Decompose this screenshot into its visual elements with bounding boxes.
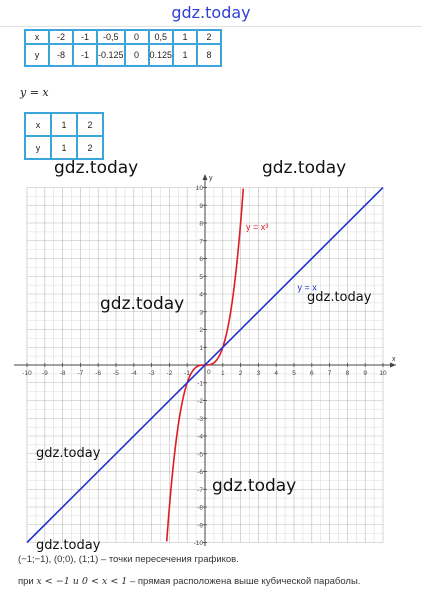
table-cell: -2 (49, 30, 73, 44)
y-tick-label: 1 (199, 344, 203, 352)
x-tick-label: 4 (274, 370, 279, 377)
watermark: gdz.today (54, 158, 139, 178)
y-tick-label: 3 (199, 309, 203, 317)
watermark: gdz.today (36, 446, 101, 461)
y-tick-label: 6 (199, 256, 203, 263)
y-tick-label: -5 (197, 451, 203, 459)
x-tick-label: -2 (166, 370, 173, 377)
linear-values-table (24, 112, 104, 160)
function-graph-chart (0, 160, 422, 546)
table-cell: x (25, 30, 49, 44)
table-row (25, 44, 221, 66)
y-tick-label: -8 (197, 504, 203, 512)
cubic-curve-label: y = x³ (245, 222, 269, 233)
y-axis-label: y (209, 175, 213, 182)
table-cell: 1 (51, 136, 77, 159)
x-tick-label: 3 (256, 370, 261, 377)
watermark: gdz.today (100, 294, 185, 314)
x-tick-label: 6 (309, 370, 314, 377)
x-tick-label: -3 (148, 370, 155, 377)
table-cell: 0 (125, 44, 149, 66)
watermark: gdz.today (262, 158, 347, 178)
x-tick-label: 9 (363, 370, 368, 377)
x-tick-label: -9 (41, 370, 48, 377)
x-tick-label: -1 (184, 370, 191, 377)
caption-text: – прямая расположена выше кубической параболы. (127, 576, 361, 587)
x-axis-arrow (390, 363, 396, 368)
watermark: gdz.today (212, 476, 297, 496)
table-cell: -1 (73, 30, 97, 44)
table-cell: 2 (77, 113, 103, 136)
x-tick-label: -4 (130, 370, 137, 377)
x-tick-label: -6 (95, 370, 102, 377)
table-cell: 1 (173, 30, 197, 44)
watermark: gdz.today (307, 290, 372, 305)
y-tick-label: -7 (197, 486, 203, 494)
table-cell: 2 (197, 30, 221, 44)
x-tick-label: 1 (220, 370, 225, 377)
y-tick-label: -6 (197, 469, 203, 476)
table-cell: -0,5 (97, 30, 125, 44)
y-tick-label: 4 (199, 291, 203, 299)
table-row (25, 136, 103, 159)
linear-line-label: y = x (297, 282, 317, 293)
table-cell: 0.125 (149, 44, 174, 66)
y-tick-label: 7 (199, 238, 203, 246)
origin-label: 0 (207, 369, 211, 376)
table-cell: x (25, 113, 51, 136)
cubic-values-table (24, 29, 222, 67)
y-tick-label: -1 (197, 380, 203, 388)
table-cell: 0,5 (149, 30, 174, 44)
comparison-caption (18, 576, 360, 587)
caption-text: при (18, 576, 37, 587)
y-tick-label: -3 (197, 415, 203, 423)
table-cell: 2 (77, 136, 103, 159)
watermark: gdz.today (36, 538, 101, 553)
x-tick-label: 7 (327, 370, 332, 377)
x-tick-label: -10 (22, 370, 32, 377)
linear-function-label: y = x (20, 86, 49, 99)
x-tick-label: 2 (238, 370, 243, 377)
x-tick-label: 10 (379, 370, 387, 377)
x-tick-label: -8 (59, 370, 66, 377)
table-cell: 0 (125, 30, 149, 44)
x-tick-label: -7 (77, 370, 84, 377)
y-axis-arrow (203, 174, 208, 180)
y-tick-label: -9 (197, 522, 203, 530)
y-tick-label: -4 (197, 433, 203, 441)
intersection-caption: (−1;−1), (0;0), (1;1) – точки пересечения графиков. (18, 554, 239, 565)
table-cell: 8 (197, 44, 221, 66)
y-tick-label: 9 (199, 202, 203, 210)
y-tick-label: 2 (199, 327, 203, 334)
y-tick-label: -2 (197, 398, 203, 405)
table-cell: 1 (51, 113, 77, 136)
table-cell: -0.125 (97, 44, 125, 66)
caption-math: x < −1 и 0 < x < 1 (36, 576, 128, 587)
header-divider (0, 26, 422, 27)
table-cell: y (25, 136, 51, 159)
x-axis-label: x (392, 356, 396, 363)
site-header[interactable]: gdz.today (171, 3, 251, 22)
table-row (25, 113, 103, 136)
y-tick-label: 8 (199, 220, 203, 228)
table-cell: 1 (173, 44, 197, 66)
x-tick-label: 5 (292, 370, 296, 377)
table-row (25, 30, 221, 44)
x-tick-label: -5 (113, 370, 119, 377)
x-tick-label: 8 (345, 370, 350, 377)
table-cell: -8 (49, 44, 73, 66)
y-tick-label: 5 (199, 273, 203, 281)
table-cell: -1 (73, 44, 97, 66)
y-tick-label: 10 (195, 185, 203, 192)
table-cell: y (25, 44, 49, 66)
y-tick-label: -10 (193, 540, 203, 546)
